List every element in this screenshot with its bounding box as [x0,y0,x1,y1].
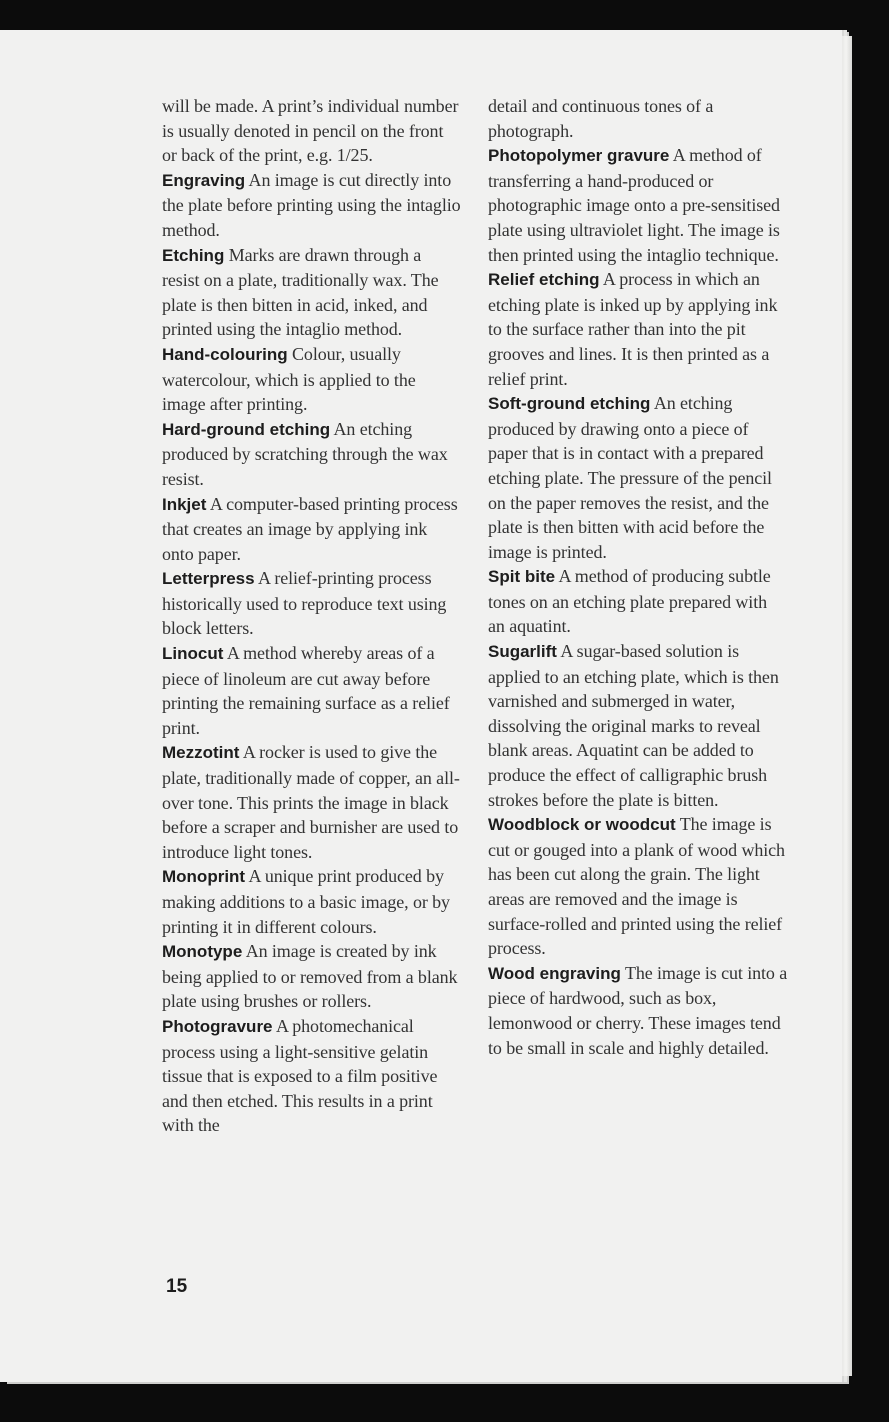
entry-definition: A method of producing subtle tones on an etching plate prepared with an aquatint. [488,566,771,637]
entry-definition: Marks are drawn through a resist on a plate, traditionally wax. The plate is then bitten in acid, inked, and printed using the intaglio method. [162,244,439,340]
glossary-entry [162,168,462,243]
glossary-entry [162,243,462,342]
glossary-entry [162,939,462,1014]
page-edge [842,36,852,1376]
glossary-entry [488,391,788,564]
entry-definition: Colour, usually watercolour, which is applied to the image after printing. [162,343,416,415]
entry-definition: An etching produced by drawing onto a piece of paper that is in contact with a prepared etching plate. The pressure of the pencil on the paper removes the resist, and the plate is then bitten with acid before the image is printed. [488,393,772,562]
entry-term: Linocut [162,644,224,664]
entry-term: Monoprint [162,867,246,887]
entry-definition: A relief-printing process historically used to reproduce text using block letters. [162,568,447,639]
entry-term: Photopolymer gravure [488,146,670,166]
entry-term: Soft-ground etching [488,394,651,414]
entry-term: Woodblock or woodcut [488,815,676,835]
glossary-entry [488,564,788,639]
glossary-entry [488,812,788,961]
glossary-entry [488,94,788,143]
glossary-column-left [162,94,462,1138]
entry-term: Monotype [162,942,243,962]
glossary-entry [162,740,462,864]
entry-definition: A rocker is used to give the plate, traditionally made of copper, an all-over tone. This prints the image in black before a scraper and burnisher are used to introduce light tones. [162,742,460,862]
entry-term: Sugarlift [488,642,557,662]
entry-definition: A sugar-based solution is applied to an etching plate, which is then varnished and submerged in water, dissolving the original marks to reveal blank areas. Aquatint can be added to produce the effect of calligraphic brush strokes before the plate is bitten. [488,641,779,810]
glossary-entry [162,492,462,567]
page-number: 15 [166,1276,188,1297]
entry-definition: A computer-based printing process that creates an image by applying ink onto paper. [162,493,458,564]
entry-term: Photogravure [162,1016,273,1036]
entry-term: Hard-ground etching [162,419,331,439]
glossary-entry [162,417,462,492]
glossary-entry [488,639,788,812]
entry-definition: An etching produced by scratching through the wax resist. [162,418,448,489]
entry-term: Etching [162,245,225,265]
entry-term: Engraving [162,170,246,190]
glossary-entry [162,94,462,168]
entry-term: Letterpress [162,569,255,589]
glossary-entry [162,342,462,417]
glossary-column-right [488,94,788,1060]
glossary-entry [162,566,462,641]
entry-definition: An image is created by ink being applied to or removed from a blank plate using brushes or rollers. [162,941,458,1012]
entry-term: Inkjet [162,494,207,514]
entry-definition: will be made. A print’s individual number is usually denoted in pencil on the front or back of the print, e.g. 1/25. [162,96,459,166]
entry-definition: detail and continuous tones of a photograph. [488,96,714,141]
glossary-entry [162,1014,462,1138]
glossary-entry [488,267,788,391]
entry-term: Wood engraving [488,963,621,983]
entry-definition: A method of transferring a hand-produced or photographic image onto a pre-sensitised plate using ultraviolet light. The image is then printed using the intaglio technique. [488,145,780,265]
entry-definition: A process in which an etching plate is inked up by applying ink to the surface rather than into the pit grooves and lines. It is then printed as a relief print. [488,269,778,389]
entry-definition: The image is cut into a piece of hardwood, such as box, lemonwood or cherry. These images tend to be small in scale and highly detailed. [488,962,788,1058]
glossary-entry [488,961,788,1060]
glossary-entry [162,641,462,740]
entry-definition: A unique print produced by making additions to a basic image, or by printing it in different colours. [162,866,450,937]
glossary-entry [488,143,788,267]
entry-definition: A photomechanical process using a light-sensitive gelatin tissue that is exposed to a film positive and then etched. This results in a print with the [162,1015,438,1136]
glossary-entry [162,864,462,939]
entry-term: Relief etching [488,270,600,290]
entry-term: Mezzotint [162,743,240,763]
entry-term: Spit bite [488,567,556,587]
entry-definition: A method whereby areas of a piece of linoleum are cut away before printing the remaining surface as a relief print. [162,643,450,738]
entry-definition: An image is cut directly into the plate before printing using the intaglio method. [162,169,461,240]
entry-term: Hand-colouring [162,344,288,364]
entry-definition: The image is cut or gouged into a plank of wood which has been cut along the grain. The light areas are removed and the image is surface-rolled and printed using the relief process. [488,814,785,959]
